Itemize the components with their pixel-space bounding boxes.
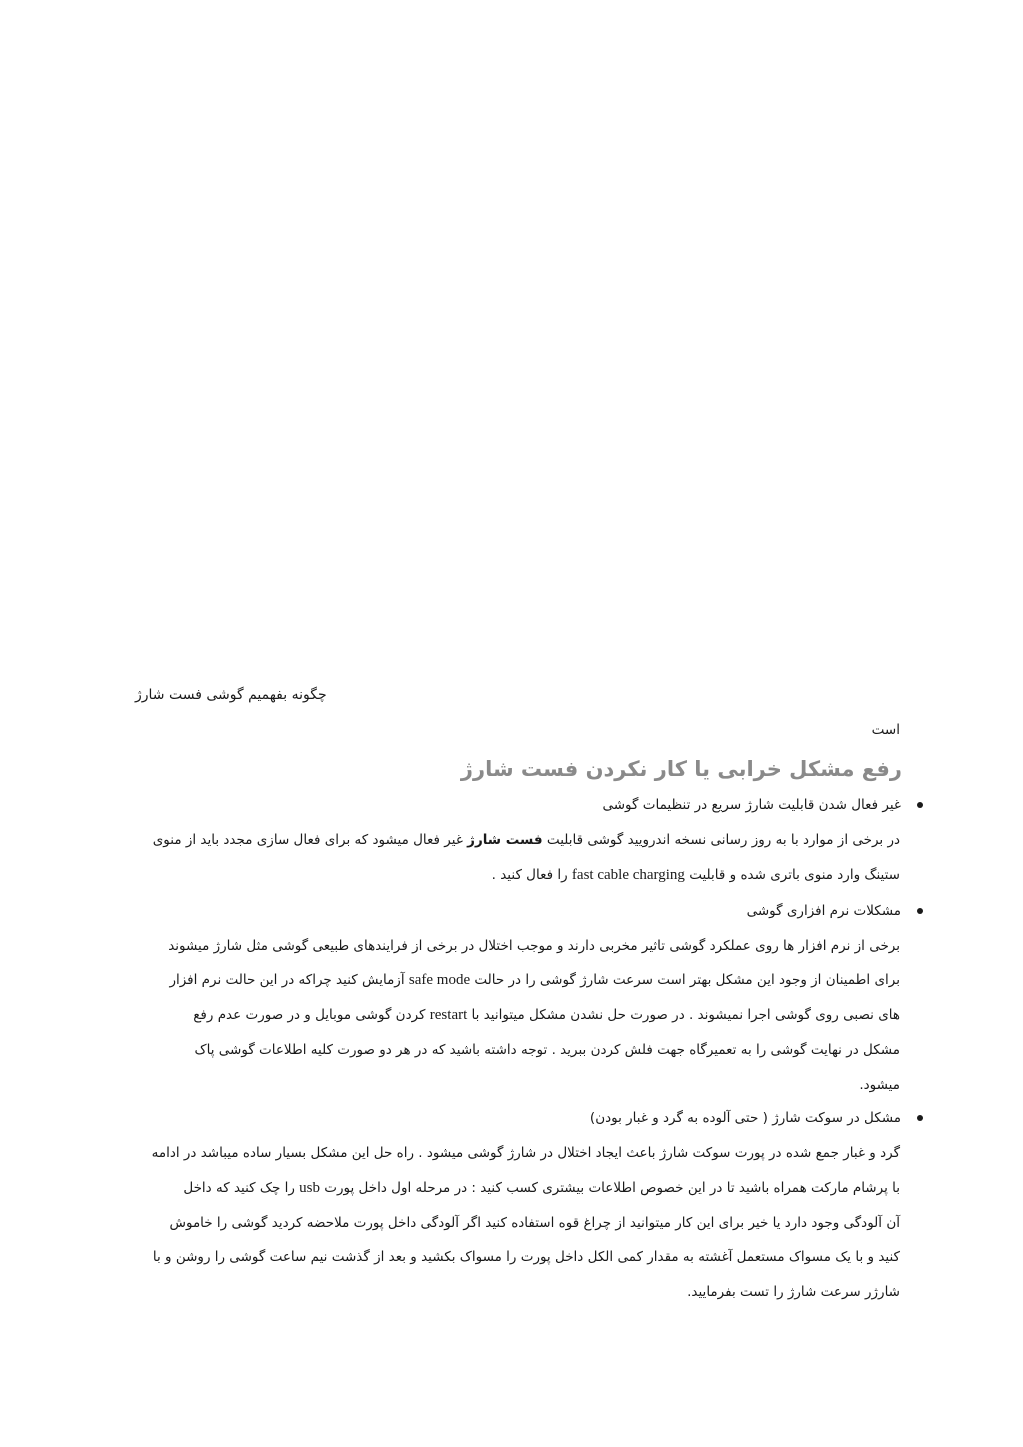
latin-term: fast cable charging xyxy=(571,867,685,883)
paragraph-line xyxy=(492,867,900,884)
continuation-text: است xyxy=(871,722,900,738)
paragraph-line xyxy=(183,1180,900,1197)
line-segment: ستینگ وارد منوی باتری شده و قابلیت xyxy=(684,867,900,883)
line-segment: با پرشام مارکت همراه باشید تا در این خصوص اطلاعات بیشتری کسب کنید : در مرحله اول داخل پورت xyxy=(320,1180,900,1196)
bullet-label: مشکلات نرم افزاری گوشی xyxy=(746,903,901,919)
bullet-icon xyxy=(917,908,923,914)
paragraph-line xyxy=(169,972,900,989)
bullet-label: غیر فعال شدن قابلیت شارژ سریع در تنظیمات گوشی xyxy=(602,797,901,813)
paragraph-line: میشود. xyxy=(859,1077,900,1093)
paragraph-line: آن آلودگی وجود دارد یا خیر برای این کار میتوانید از چراغ قوه استفاده کنید اگر آلودگی داخل پورت ملاحضه کردید گوشی را خاموش xyxy=(169,1215,900,1231)
bullet-icon xyxy=(917,802,923,808)
latin-term: usb xyxy=(299,1180,321,1196)
bullet-item-3 xyxy=(590,1110,923,1126)
paragraph-line: کنید و با یک مسواک مستعمل آغشته به مقدار کمی الکل داخل پورت را مسواک بکشید و بعد از گذشت نیم ساعت گوشی را روشن و با xyxy=(152,1249,900,1265)
line-segment: برای اطمینان از وجود این مشکل بهتر است سرعت شارژ گوشی را در حالت xyxy=(470,972,900,988)
paragraph-line: شارژر سرعت شارژ را تست بفرمایید. xyxy=(687,1284,900,1300)
line-segment: های نصبی روی گوشی اجرا نمیشوند . در صورت حل نشدن مشکل میتوانید با xyxy=(467,1007,900,1023)
line-segment: در برخی از موارد با به روز رسانی نسخه اندرویید گوشی قابلیت xyxy=(542,832,900,848)
bullet-icon xyxy=(917,1115,923,1121)
paragraph-line: برخی از نرم افزار ها روی عملکرد گوشی تاثیر مخربی دارند و موجب اختلال در برخی از فرایندهای طبیعی گوشی مثل شارژ میشوند xyxy=(168,938,900,954)
paragraph-line: مشکل در نهایت گوشی را به تعمیرگاه جهت فلش کردن ببرید . توجه داشته باشید که در هر دو صورت کلیه اطلاعات گوشی پاک xyxy=(194,1042,900,1058)
line-segment: آزمایش کنید چراکه در این حالت نرم افزار xyxy=(169,972,409,988)
paragraph-line: گرد و غبار جمع شده در پورت سوکت شارژ باعث ایجاد اختلال در شارژ گوشی میشود . راه حل این مشکل بسیار ساده میباشد در ادامه xyxy=(151,1145,900,1161)
top-note: چگونه بفهمیم گوشی فست شارژ xyxy=(135,687,327,703)
line-segment: را چک کنید که داخل xyxy=(183,1180,300,1196)
line-segment: غیر فعال میشود که برای فعال سازی مجدد باید از منوی xyxy=(152,832,468,848)
latin-term: restart xyxy=(429,1007,468,1023)
latin-term: safe mode xyxy=(408,972,471,988)
bullet-label: مشکل در سوکت شارژ ( حتی آلوده به گرد و غبار بودن) xyxy=(589,1110,901,1126)
paragraph-line xyxy=(193,1007,900,1024)
page-heading: رفع مشکل خرابی یا کار نکردن فست شارژ xyxy=(460,757,902,781)
line-segment: کردن گوشی موبایل و در صورت عدم رفع xyxy=(193,1007,430,1023)
bullet-item-2 xyxy=(747,903,923,919)
bullet-item-1 xyxy=(602,797,923,813)
paragraph-line xyxy=(153,832,900,848)
bold-term: فست شارژ xyxy=(467,832,543,848)
line-segment: را فعال کنید . xyxy=(491,867,572,883)
